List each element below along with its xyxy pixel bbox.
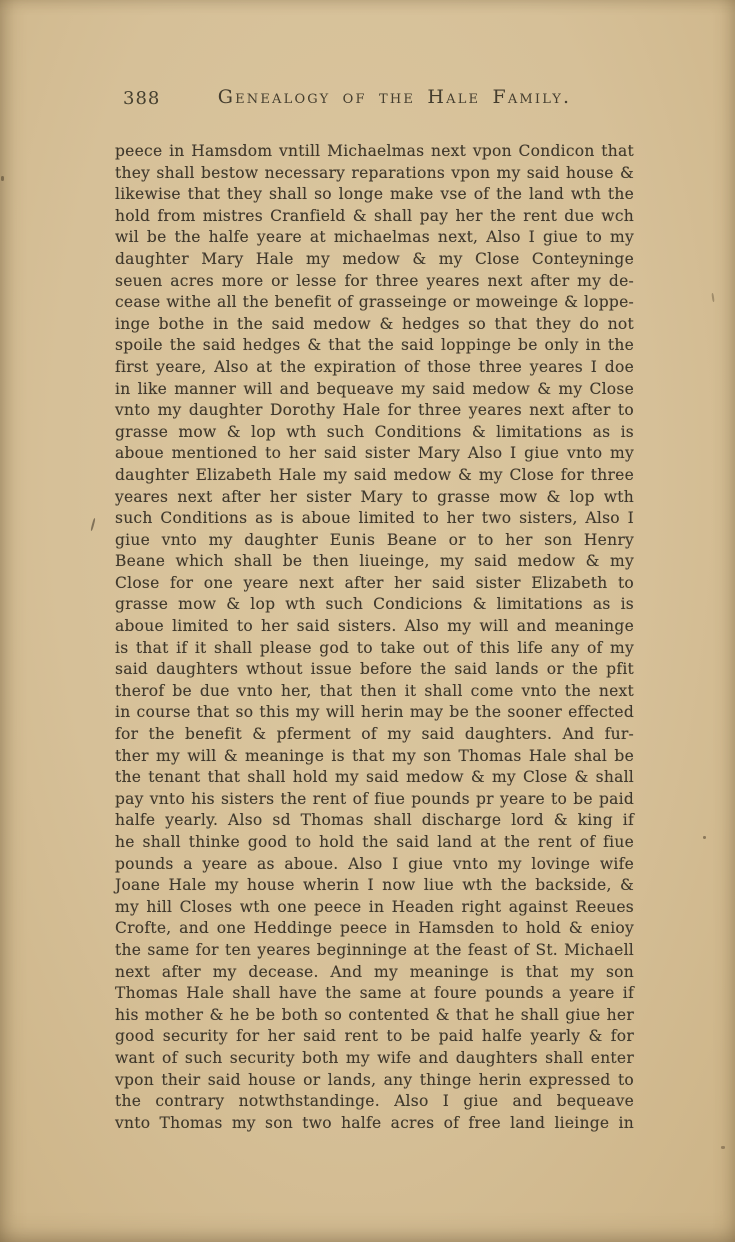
- text-line: the same for ten yeares beginninge at the feast of St. Michaell: [115, 940, 634, 959]
- text-line: first yeare, Also at the expiration of those three yeares I doe: [115, 357, 634, 376]
- text-line: cease withe all the benefit of grasseinge or moweinge & loppe-: [115, 293, 634, 312]
- text-line: likewise that they shall so longe make vse of the land wth the: [115, 185, 634, 204]
- text-line: spoile the said hedges & that the said loppinge be only in the: [115, 336, 634, 355]
- text-line: my hill Closes wth one peece in Headen right against Reeues: [115, 897, 634, 916]
- text-line: daughter Mary Hale my medow & my Close Conteyninge: [115, 249, 634, 268]
- text-line: Beane which shall be then liueinge, my said medow & my: [115, 552, 634, 571]
- text-line: aboue limited to her said sisters. Also my will and meaninge: [115, 617, 634, 636]
- text-line: grasse mow & lop wth such Conditions & limitations as is: [115, 422, 634, 441]
- text-line: vpon their said house or lands, any thinge herin expressed to: [115, 1070, 634, 1089]
- text-line: is that if it shall please god to take out of this life any of my: [115, 638, 634, 657]
- text-line: next after my decease. And my meaninge is that my son: [115, 962, 634, 981]
- text-line: wil be the halfe yeare at michaelmas next, Also I giue to my: [115, 228, 634, 247]
- scan-speck: [1, 176, 4, 181]
- text-line: they shall bestow necessary reparations vpon my said house &: [115, 163, 634, 182]
- text-line: for the benefit & pferment of my said daughters. And fur-: [115, 725, 634, 744]
- text-line: want of such security both my wife and daughters shall enter: [115, 1048, 634, 1067]
- text-line: pounds a yeare as aboue. Also I giue vnto my lovinge wife: [115, 854, 634, 873]
- text-line: pay vnto his sisters the rent of fiue pounds pr yeare to be paid: [115, 789, 634, 808]
- text-line: yeares next after her sister Mary to grasse mow & lop wth: [115, 487, 634, 506]
- text-line: he shall thinke good to hold the said land at the rent of fiue: [115, 833, 634, 851]
- text-line: good security for her said rent to be paid halfe yearly & for: [115, 1027, 634, 1046]
- text-line: peece in Hamsdom vntill Michaelmas next vpon Condicon that: [115, 142, 634, 160]
- text-line: Thomas Hale shall have the same at foure pounds a yeare if: [115, 984, 634, 1003]
- text-line: said daughters wthout issue before the said lands or the pfit: [115, 660, 634, 679]
- scan-speck: [90, 518, 95, 531]
- text-line: Joane Hale my house wherin I now liue wth the backside, &: [115, 876, 634, 895]
- text-line: the tenant that shall hold my said medow & my Close & shall: [115, 768, 634, 787]
- scan-speck: [721, 1146, 725, 1149]
- text-line: grasse mow & lop wth such Condicions & limitations as is: [115, 595, 634, 614]
- text-line: Close for one yeare next after her said sister Elizabeth to: [115, 573, 634, 592]
- text-line: Crofte, and one Heddinge peece in Hamsden to hold & enioy: [115, 919, 634, 938]
- text-line: his mother & he be both so contented & that he shall giue her: [115, 1005, 634, 1024]
- text-line: therof be due vnto her, that then it shall come vnto the next: [115, 681, 634, 700]
- text-line: the contrary notwthstandinge. Also I giue and bequeave: [115, 1092, 634, 1111]
- page-number: 388: [123, 88, 161, 109]
- text-line: in like manner will and bequeave my said medow & my Close: [115, 379, 634, 398]
- text-line: halfe yearly. Also sd Thomas shall discharge lord & king if: [115, 811, 634, 830]
- text-line: seuen acres more or lesse for three yeares next after my de-: [115, 271, 634, 290]
- text-line: ther my will & meaninge is that my son Thomas Hale shal be: [115, 746, 634, 765]
- text-line: in course that so this my will herin may be the sooner effected: [115, 703, 634, 722]
- text-line: vnto my daughter Dorothy Hale for three yeares next after to: [115, 401, 634, 420]
- text-line: daughter Elizabeth Hale my said medow & my Close for three: [115, 465, 634, 484]
- body-text: [115, 141, 634, 1134]
- text-line: such Conditions as is aboue limited to her two sisters, Also I: [115, 509, 634, 528]
- running-title: Genealogy of the Hale Family.: [217, 86, 572, 108]
- running-header: [115, 86, 634, 112]
- text-line: vnto Thomas my son two halfe acres of free land lieinge in: [115, 1113, 634, 1132]
- scan-speck: [711, 293, 714, 302]
- text-line: inge bothe in the said medow & hedges so that they do not: [115, 314, 634, 333]
- text-line: giue vnto my daughter Eunis Beane or to her son Henry: [115, 530, 634, 549]
- text-line: hold from mistres Cranfield & shall pay her the rent due wch: [115, 206, 634, 225]
- scan-speck: [703, 836, 706, 839]
- text-line: aboue mentioned to her said sister Mary Also I giue vnto my: [115, 444, 634, 463]
